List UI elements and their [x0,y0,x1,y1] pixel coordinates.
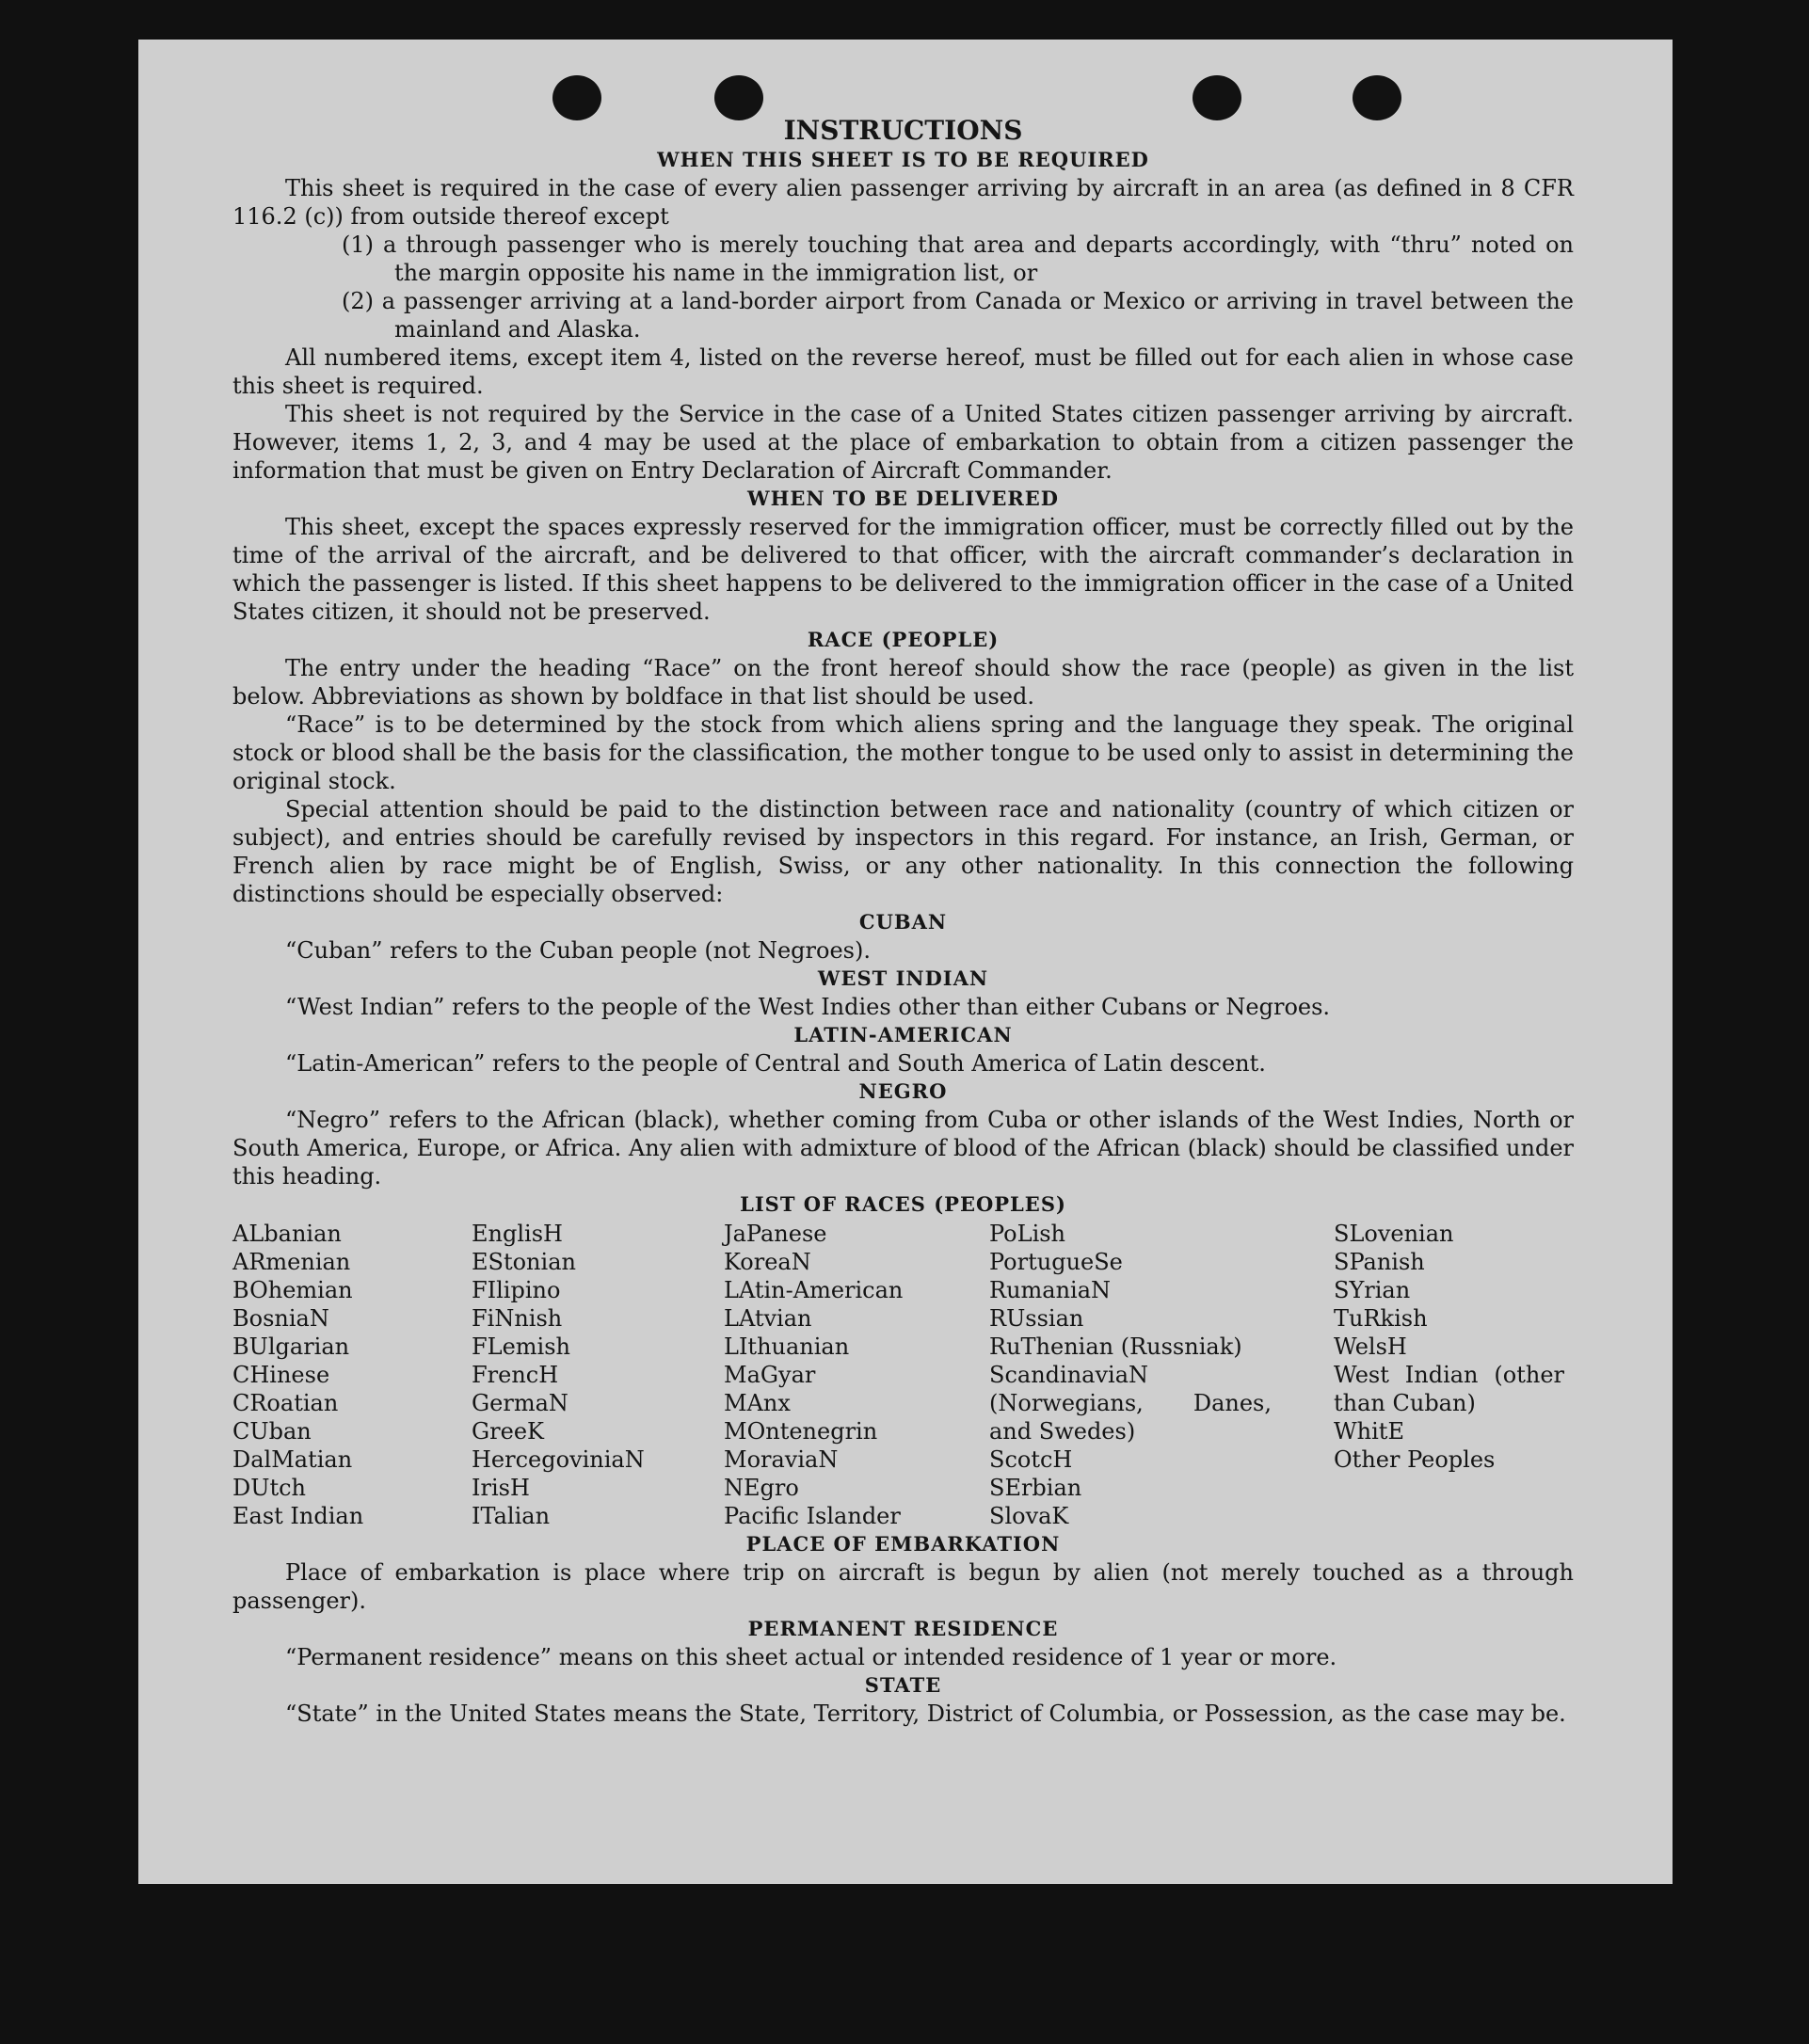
section-heading: PERMANENT RESIDENCE [747,1617,1059,1640]
punch-hole [1193,75,1241,120]
section-heading: STATE [864,1673,942,1697]
punch-hole [552,75,601,120]
race-entry: WhitE [1334,1418,1404,1445]
race-entry: ScotcH [989,1446,1073,1473]
section-heading: PLACE OF EMBARKATION [745,1532,1061,1556]
race-entry: CHinese [232,1362,330,1388]
paragraph: Special attention should be paid to the distinction between race and nationality (country of which citizen or subject), and entries should be carefully revised by inspectors in this regard. For instance, an Irish, German, or French alien by race might be of English, Swiss, or any other nationality. In this connection the following distinctions should be especially observed: [232,796,1574,907]
race-entry: DUtch [232,1475,307,1501]
race-entry: LIthuanian [724,1333,850,1360]
race-entry: BOhemian [232,1277,353,1303]
paragraph: Place of embarkation is place where trip on aircraft is begun by alien (not merely touched as a through passenger). [232,1559,1574,1614]
section-heading: LIST OF RACES (PEOPLES) [740,1192,1066,1216]
exception-item: (1) a through passenger who is merely touching that area and departs accordingly, with “thru” noted on the margin opposite his name in the immigration list, or [342,232,1574,286]
race-entry: WelsH [1334,1333,1407,1360]
paragraph: This sheet is required in the case of every alien passenger arriving by aircraft in an area (as defined in 8 CFR 116.2 (c)) from outside thereof except [232,175,1574,230]
race-entry: EnglisH [472,1221,563,1247]
race-list [232,1220,1574,1530]
race-entry: NEgro [724,1475,799,1501]
race-entry: CRoatian [232,1390,339,1416]
paragraph: “Cuban” refers to the Cuban people (not Negroes). [285,937,871,964]
paragraph: “State” in the United States means the State, Territory, District of Columbia, or Possession, as the case may be. [285,1701,1566,1727]
section-heading: LATIN-AMERICAN [793,1023,1013,1046]
race-entry: FiNnish [472,1305,563,1332]
race-entry: JaPanese [724,1221,827,1247]
paragraph: “Negro” refers to the African (black), whether coming from Cuba or other islands of the West Indies, North or South America, Europe, or Africa. Any alien with admixture of blood of the African (black) should be classified under this heading. [232,1107,1574,1190]
race-entry: IrisH [472,1475,530,1501]
race-entry: EStonian [472,1249,576,1275]
race-entry: MOntenegrin [724,1418,878,1445]
race-entry: LAtin-American [724,1277,904,1303]
race-entry: ARmenian [232,1249,351,1275]
race-entry: East Indian [232,1503,364,1529]
race-column [989,1220,1272,1530]
race-entry: RuThenian (Russniak) [989,1333,1242,1360]
page-title: INSTRUCTIONS [783,115,1023,146]
race-entry: RumaniaN [989,1277,1112,1303]
race-entry: HercegoviniaN [472,1446,645,1473]
race-entry: MoraviaN [724,1446,839,1473]
paragraph: “Race” is to be determined by the stock from which aliens spring and the language they speak. The original stock or blood shall be the basis for the classification, the mother tongue to be used only to assist in determining the original stock. [232,711,1574,794]
race-entry: MAnx [724,1390,791,1416]
race-entry: PortugueSe [989,1249,1123,1275]
race-entry: West Indian (other than Cuban) [1334,1362,1564,1416]
race-entry: ITalian [472,1503,551,1529]
race-entry: Other Peoples [1334,1446,1496,1473]
race-entry: SErbian [989,1475,1082,1501]
race-entry: MaGyar [724,1362,816,1388]
race-column [232,1220,472,1530]
instruction-sheet [138,40,1673,1884]
race-entry: ALbanian [232,1221,342,1247]
paragraph: All numbered items, except item 4, listed on the reverse hereof, must be filled out for each alien in whose case this sheet is required. [232,344,1574,399]
race-entry: FLemish [472,1333,570,1360]
race-entry: ScandinaviaN (Norwegians, Danes, and Swedes) [989,1362,1272,1445]
race-entry: SYrian [1334,1277,1411,1303]
race-entry: GreeK [472,1418,544,1445]
race-column [1334,1220,1564,1530]
paragraph: This sheet, except the spaces expressly reserved for the immigration officer, must be correctly filled out by the time of the arrival of the aircraft, and be delivered to that officer, with the aircraft commander’s declaration in which the passenger is listed. If this sheet happens to be delivered to the immigration officer in the case of a United States citizen, it should not be preserved. [232,514,1574,625]
race-entry: Pacific Islander [724,1503,901,1529]
race-entry: BUlgarian [232,1333,350,1360]
race-entry: SPanish [1334,1249,1425,1275]
race-entry: BosniaN [232,1305,329,1332]
race-entry: SLovenian [1334,1221,1454,1247]
punch-hole [1353,75,1401,120]
race-entry: PoLish [989,1221,1066,1247]
race-entry: KoreaN [724,1249,811,1275]
race-entry: RUssian [989,1305,1084,1332]
race-entry: CUban [232,1418,312,1445]
race-entry: TuRkish [1334,1305,1428,1332]
race-entry: DalMatian [232,1446,353,1473]
punch-hole [714,75,763,120]
section-heading: WEST INDIAN [817,966,989,990]
section-heading: WHEN THIS SHEET IS TO BE REQUIRED [657,148,1149,171]
race-entry: FrencH [472,1362,559,1388]
paragraph: The entry under the heading “Race” on the front hereof should show the race (people) as given in the list below. Abbreviations as shown by boldface in that list should be used. [232,655,1574,710]
race-column [724,1220,989,1530]
section-heading: WHEN TO BE DELIVERED [746,487,1059,510]
section-heading: CUBAN [858,910,948,934]
race-entry: FIlipino [472,1277,561,1303]
section-heading: NEGRO [858,1079,948,1103]
section-heading: RACE (PEOPLE) [807,628,1000,651]
race-entry: SlovaK [989,1503,1069,1529]
paragraph: “West Indian” refers to the people of the West Indies other than either Cubans or Negroes. [285,994,1331,1020]
paragraph: This sheet is not required by the Service in the case of a United States citizen passenger arriving by aircraft. However, items 1, 2, 3, and 4 may be used at the place of embarkation to obtain from a citizen passenger the information that must be given on Entry Declaration of Aircraft Commander. [232,401,1574,484]
paragraph: “Permanent residence” means on this sheet actual or intended residence of 1 year or more. [285,1644,1337,1670]
race-entry: LAtvian [724,1305,812,1332]
paragraph: “Latin-American” refers to the people of Central and South America of Latin descent. [285,1050,1266,1077]
race-column [472,1220,724,1530]
exception-item: (2) a passenger arriving at a land-border airport from Canada or Mexico or arriving in travel between the mainland and Alaska. [342,288,1574,343]
race-entry: GermaN [472,1390,568,1416]
